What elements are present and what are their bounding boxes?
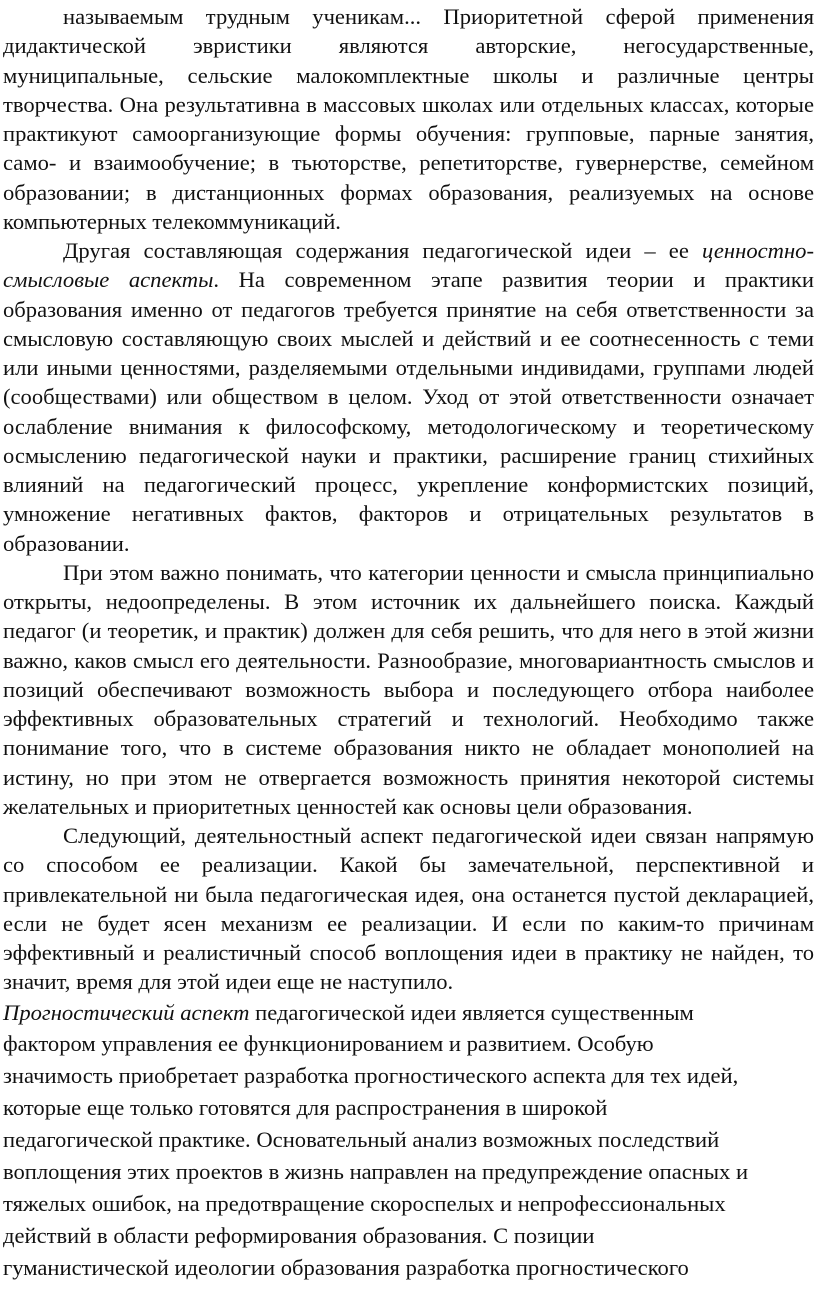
paragraph-5	[3, 997, 814, 1284]
paragraph-5-italic-term: Прогностический аспект	[3, 999, 250, 1025]
paragraph-4: Следующий, деятельностный аспект педагогической идеи связан напрямую со способом ее реализации. Какой бы замечательной, перспективной и привлекательной ни была педагогическая идея, она останется пустой декларацией, если не будет ясен механизм ее реализации. И если по каким-то причинам эффективный и реалистичный способ воплощения идеи в практику не найден, то значит, время для этой идеи еще не наступило.	[3, 823, 814, 995]
paragraph-5-line: педагогической практике. Основательный анализ возможных последствий	[3, 1127, 720, 1153]
paragraph-5-line: которые еще только готовятся для распространения в широкой	[3, 1095, 608, 1121]
paragraph-2-end: . На современном этапе развития теории и практики образования именно от педагогов требуется принятие на себя ответственности за смысловую составляющую своих мыслей и действий и ее соотнесенность с теми или иными ценностями, разделяемыми отдельными индивидами, группами людей (сообществами) или обществом в целом. Уход от этой ответственности означает ослабление внимания к философскому, методологическому и теоретическому осмыслению педагогической науки и практики, расширение границ стихийных влияний на педагогический процесс, укрепление конформистских позиций, умножение негативных фактов, факторов и отрицательных результатов в образовании.	[3, 267, 815, 556]
paragraph-2	[3, 236, 814, 558]
paragraph-2-start: Другая составляющая содержания педагогической идеи – ее	[63, 238, 703, 263]
paragraph-5-line	[3, 997, 814, 1029]
paragraph-5-line: фактором управления ее функционированием и развитием. Особую	[3, 1031, 654, 1057]
paragraph-5-line: тяжелых ошибок, на предотвращение скороспелых и непрофессиональных	[3, 1190, 726, 1216]
paragraph-5-line: воплощения этих проектов в жизнь направлен на предупреждение опасных и	[3, 1159, 749, 1185]
paragraph-5-line-text: педагогической идеи является существенным	[249, 999, 694, 1025]
paragraph-1: называемым трудным ученикам... Приоритетной сферой применения дидактической эвристики являются авторские, негосударственные, муниципальные, сельские малокомплектные школы и различные центры творчества. Она результативна в массовых школах или отдельных классах, которые практикуют самоорганизующие формы обучения: групповые, парные занятия, само- и взаимообучение; в тьюторстве, репетиторстве, гувернерстве, семейном образовании; в дистанционных формах образования, реализуемых на основе компьютерных телекоммуникаций.	[3, 4, 814, 234]
paragraph-3: При этом важно понимать, что категории ценности и смысла принципиально открыты, недоопределены. В этом источник их дальнейшего поиска. Каждый педагог (и теоретик, и практик) должен для себя решить, что для него в этой жизни важно, каков смысл его деятельности. Разнообразие, многовариантность смыслов и позиций обеспечивают возможность выбора и последующего отбора наиболее эффективных образовательных стратегий и технологий. Необходимо также понимание того, что в системе образования никто не обладает монополией на истину, но при этом не отвергается возможность принятия некоторой системы желательных и приоритетных ценностей как основы цели образования.	[3, 559, 814, 819]
paragraph-5-line: действий в области реформирования образования. С позиции	[3, 1222, 595, 1248]
paragraph-5-line: значимость приобретает разработка прогностического аспекта для тех идей,	[3, 1063, 739, 1089]
paragraph-2-italic-term: ценностно-смысловые аспекты	[3, 238, 814, 293]
paragraph-5-line: гуманистической идеологии образования разработка прогностического	[3, 1254, 689, 1280]
